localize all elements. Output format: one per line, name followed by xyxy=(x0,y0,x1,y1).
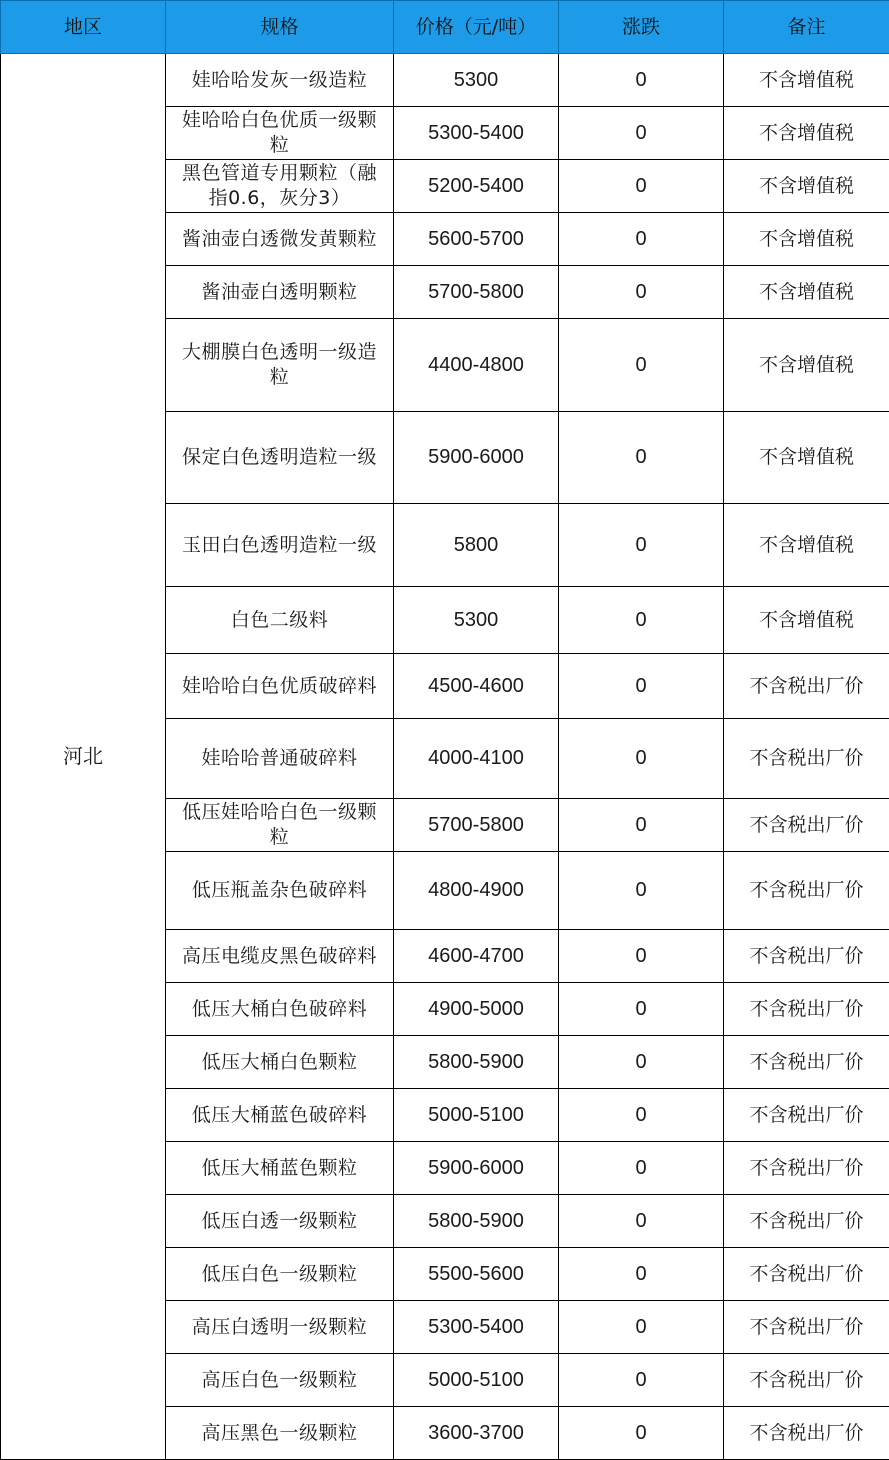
spec-cell: 高压白透明一级颗粒 xyxy=(166,1301,394,1354)
table-body xyxy=(1,54,889,1460)
note-cell: 不含税出厂价 xyxy=(724,983,889,1036)
change-cell: 0 xyxy=(559,719,724,799)
change-cell: 0 xyxy=(559,799,724,852)
note-cell: 不含税出厂价 xyxy=(724,930,889,983)
price-cell: 4500-4600 xyxy=(394,654,559,719)
spec-cell: 大棚膜白色透明一级造粒 xyxy=(166,319,394,412)
note-cell: 不含增值税 xyxy=(724,266,889,319)
note-cell: 不含税出厂价 xyxy=(724,1195,889,1248)
note-cell: 不含税出厂价 xyxy=(724,1142,889,1195)
note-cell: 不含税出厂价 xyxy=(724,1089,889,1142)
spec-cell: 黑色管道专用颗粒（融指0.6，灰分3） xyxy=(166,160,394,213)
spec-cell: 娃哈哈发灰一级造粒 xyxy=(166,54,394,107)
price-cell: 5800-5900 xyxy=(394,1195,559,1248)
price-cell: 5300-5400 xyxy=(394,1301,559,1354)
price-cell: 4400-4800 xyxy=(394,319,559,412)
change-cell: 0 xyxy=(559,1089,724,1142)
spec-cell: 低压大桶白色颗粒 xyxy=(166,1036,394,1089)
change-cell: 0 xyxy=(559,1301,724,1354)
table-header xyxy=(1,1,889,54)
change-cell: 0 xyxy=(559,107,724,160)
change-cell: 0 xyxy=(559,1407,724,1460)
note-cell: 不含增值税 xyxy=(724,54,889,107)
spec-cell: 酱油壶白透微发黄颗粒 xyxy=(166,213,394,266)
price-cell: 5000-5100 xyxy=(394,1089,559,1142)
note-cell: 不含增值税 xyxy=(724,587,889,654)
header-row xyxy=(1,1,889,54)
price-cell: 5900-6000 xyxy=(394,1142,559,1195)
note-cell: 不含税出厂价 xyxy=(724,852,889,930)
price-cell: 5600-5700 xyxy=(394,213,559,266)
table-row xyxy=(1,54,889,107)
header-change: 涨跌 xyxy=(559,1,724,54)
spec-cell: 娃哈哈白色优质破碎料 xyxy=(166,654,394,719)
spec-cell: 高压电缆皮黑色破碎料 xyxy=(166,930,394,983)
price-cell: 3600-3700 xyxy=(394,1407,559,1460)
note-cell: 不含税出厂价 xyxy=(724,1354,889,1407)
spec-cell: 低压瓶盖杂色破碎料 xyxy=(166,852,394,930)
spec-cell: 高压白色一级颗粒 xyxy=(166,1354,394,1407)
spec-cell: 低压白色一级颗粒 xyxy=(166,1248,394,1301)
change-cell: 0 xyxy=(559,504,724,587)
price-cell: 5800-5900 xyxy=(394,1036,559,1089)
region-cell: 河北 xyxy=(1,54,166,1460)
price-cell: 5300 xyxy=(394,54,559,107)
spec-cell: 保定白色透明造粒一级 xyxy=(166,412,394,504)
change-cell: 0 xyxy=(559,852,724,930)
price-cell: 4600-4700 xyxy=(394,930,559,983)
change-cell: 0 xyxy=(559,1248,724,1301)
note-cell: 不含税出厂价 xyxy=(724,1407,889,1460)
spec-cell: 低压大桶白色破碎料 xyxy=(166,983,394,1036)
note-cell: 不含税出厂价 xyxy=(724,1301,889,1354)
header-spec: 规格 xyxy=(166,1,394,54)
price-cell: 4800-4900 xyxy=(394,852,559,930)
change-cell: 0 xyxy=(559,266,724,319)
price-cell: 5300 xyxy=(394,587,559,654)
price-cell: 5900-6000 xyxy=(394,412,559,504)
spec-cell: 高压黑色一级颗粒 xyxy=(166,1407,394,1460)
change-cell: 0 xyxy=(559,983,724,1036)
change-cell: 0 xyxy=(559,412,724,504)
header-region: 地区 xyxy=(1,1,166,54)
price-cell: 5000-5100 xyxy=(394,1354,559,1407)
change-cell: 0 xyxy=(559,930,724,983)
change-cell: 0 xyxy=(559,213,724,266)
price-cell: 5700-5800 xyxy=(394,799,559,852)
note-cell: 不含增值税 xyxy=(724,160,889,213)
price-cell: 5300-5400 xyxy=(394,107,559,160)
price-cell: 5500-5600 xyxy=(394,1248,559,1301)
note-cell: 不含税出厂价 xyxy=(724,1036,889,1089)
note-cell: 不含税出厂价 xyxy=(724,1248,889,1301)
price-cell: 5800 xyxy=(394,504,559,587)
spec-cell: 低压大桶蓝色颗粒 xyxy=(166,1142,394,1195)
note-cell: 不含增值税 xyxy=(724,213,889,266)
change-cell: 0 xyxy=(559,1036,724,1089)
spec-cell: 低压娃哈哈白色一级颗粒 xyxy=(166,799,394,852)
header-note: 备注 xyxy=(724,1,889,54)
spec-cell: 玉田白色透明造粒一级 xyxy=(166,504,394,587)
change-cell: 0 xyxy=(559,1354,724,1407)
spec-cell: 白色二级料 xyxy=(166,587,394,654)
note-cell: 不含税出厂价 xyxy=(724,654,889,719)
price-cell: 4000-4100 xyxy=(394,719,559,799)
note-cell: 不含增值税 xyxy=(724,504,889,587)
change-cell: 0 xyxy=(559,587,724,654)
change-cell: 0 xyxy=(559,1195,724,1248)
note-cell: 不含税出厂价 xyxy=(724,799,889,852)
note-cell: 不含税出厂价 xyxy=(724,719,889,799)
spec-cell: 低压大桶蓝色破碎料 xyxy=(166,1089,394,1142)
spec-cell: 酱油壶白透明颗粒 xyxy=(166,266,394,319)
note-cell: 不含增值税 xyxy=(724,107,889,160)
note-cell: 不含增值税 xyxy=(724,412,889,504)
change-cell: 0 xyxy=(559,319,724,412)
spec-cell: 娃哈哈普通破碎料 xyxy=(166,719,394,799)
change-cell: 0 xyxy=(559,654,724,719)
change-cell: 0 xyxy=(559,1142,724,1195)
price-cell: 5700-5800 xyxy=(394,266,559,319)
price-cell: 5200-5400 xyxy=(394,160,559,213)
price-cell: 4900-5000 xyxy=(394,983,559,1036)
change-cell: 0 xyxy=(559,160,724,213)
header-price: 价格（元/吨） xyxy=(394,1,559,54)
spec-cell: 低压白透一级颗粒 xyxy=(166,1195,394,1248)
note-cell: 不含增值税 xyxy=(724,319,889,412)
change-cell: 0 xyxy=(559,54,724,107)
spec-cell: 娃哈哈白色优质一级颗粒 xyxy=(166,107,394,160)
